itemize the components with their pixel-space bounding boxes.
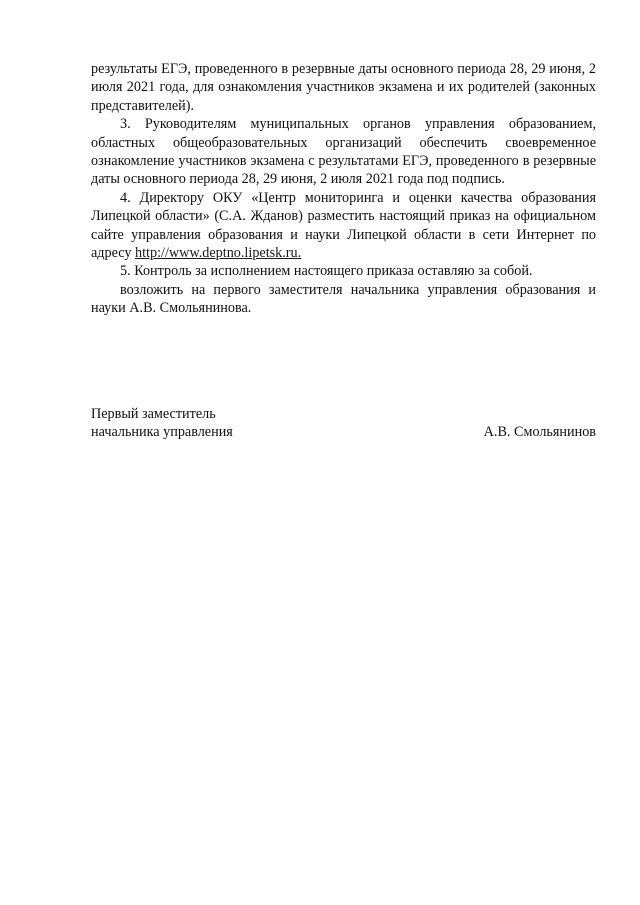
website-link[interactable]: http://www.deptno.lipetsk.ru. bbox=[135, 245, 302, 262]
paragraph-continuation: результаты ЕГЭ, проведенного в резервные даты основного периода 28, 29 июня, 2 июля 2021 года, для ознакомления участников экзамена и их родителей (законных представителей). bbox=[91, 61, 596, 114]
signatory-position-line2: начальника управления bbox=[91, 424, 233, 441]
paragraph-4-text: 4. Директору ОКУ «Центр мониторинга и оценки качества образования Липецкой области» (С.А. Жданов) разместить настоящий приказ на официальном сайте управления образования и науки Липецкой области в сети Интернет по адресу bbox=[91, 189, 596, 262]
paragraph-4 bbox=[91, 189, 596, 263]
paragraph-3: 3. Руководителям муниципальных органов управления образованием, областных общеобразовательных организаций обеспечить своевременное ознакомление участников экзамена с результатами ЕГЭ, проведенного в резервные даты основного периода 28, 29 июня, 2 июля 2021 года под подпись. bbox=[91, 116, 596, 188]
signatory-name: А.В. Смольянинов bbox=[483, 424, 596, 441]
paragraph-5: 5. Контроль за исполнением настоящего приказа оставляю за собой. bbox=[120, 263, 533, 280]
signatory-position-line1: Первый заместитель bbox=[91, 406, 216, 422]
signature-block bbox=[91, 405, 596, 442]
document-body bbox=[91, 60, 596, 318]
paragraph-6: возложить на первого заместителя начальника управления образования и науки А.В. Смольянинова. bbox=[91, 281, 596, 317]
signature-line bbox=[91, 423, 596, 441]
